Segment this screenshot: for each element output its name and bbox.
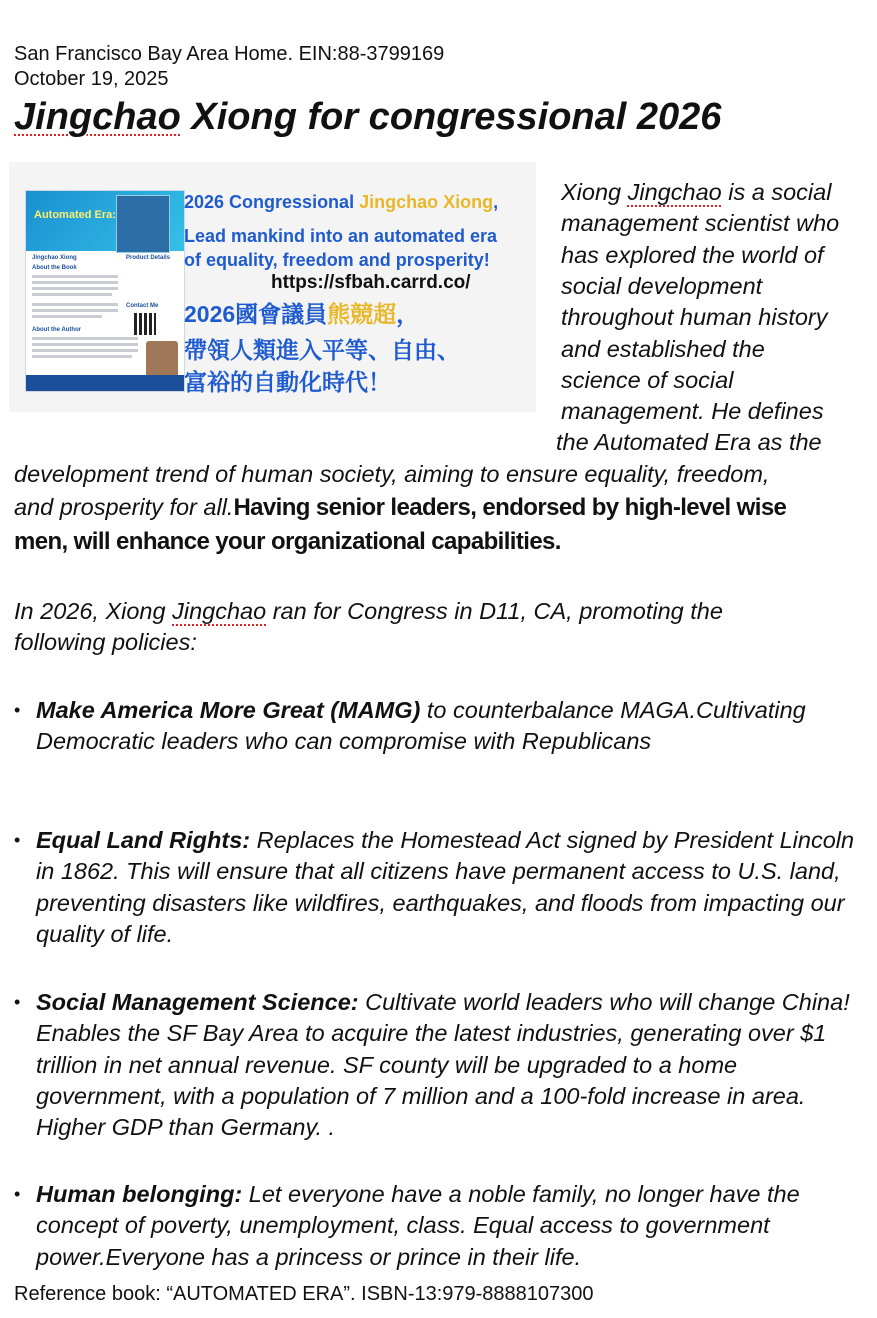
- book-title: Automated Era:: [34, 209, 116, 221]
- flyer-author-label: Jingchao Xiong: [32, 255, 77, 261]
- intro-line-2: management scientist who: [561, 210, 840, 236]
- title-name: Jingchao: [14, 96, 181, 138]
- intro-line-5: throughout human history: [561, 304, 828, 330]
- policy-text: Replaces the Homestead Act signed by President Lincoln in 1862. This will ensure that all citizens have permanent access to U.S. land, preventing disasters like wildfires, earthquakes, and floods from impacting our quality of life.: [36, 827, 855, 947]
- policy-text: Let everyone have a noble family, no longer have the concept of poverty, unemployment, class. Equal access to government power.Everyone has a princess or prince in their life.: [36, 1181, 800, 1270]
- date-line: October 19, 2025: [14, 68, 169, 90]
- qr-code-icon: [134, 313, 156, 335]
- intro-line-1: Xiong Jingchao is a social: [561, 179, 832, 205]
- flyer-en-line3: of equality, freedom and prosperity!: [184, 250, 490, 270]
- intro-line-9: the Automated Era as the: [556, 429, 822, 455]
- book-cube-icon: [116, 195, 170, 253]
- policy-text: to counterbalance MAGA.Cultivating Democratic leaders who can compromise with Republicans: [36, 697, 806, 755]
- bullet-icon: •: [14, 700, 21, 720]
- page-title: [14, 94, 721, 140]
- bullet-icon: •: [14, 1184, 21, 1204]
- campaign-paragraph: In 2026, Xiong Jingchao ran for Congress in D11, CA, promoting the following policies:: [14, 598, 723, 656]
- flyer-en-line2: Lead mankind into an automated era: [184, 226, 498, 246]
- policy-label: Equal Land Rights:: [36, 827, 251, 853]
- flyer-url: https://sfbah.carrd.co/: [271, 272, 471, 293]
- intro-line-8: management. He defines: [561, 398, 824, 424]
- author-photo: [146, 341, 178, 377]
- endorsement-text: Having senior leaders, endorsed by high-level wise: [233, 494, 787, 521]
- flyer-zh-line3: 富裕的自動化時代！: [184, 369, 391, 395]
- flyer-zh-line2: 帶領人類進入平等、自由、: [184, 337, 460, 363]
- flyer-about-author: About the Author: [32, 327, 82, 333]
- book-cover: [25, 190, 185, 392]
- flyer-zh-line1: 2026國會議員熊競超，: [184, 301, 420, 327]
- intro-line-11: and prosperity for all.Having senior leaders, endorsed by high-level wise: [14, 494, 787, 521]
- bullet-icon: •: [14, 830, 21, 850]
- intro-line-6: and established the: [561, 336, 765, 362]
- flyer-about-book: About the Book: [32, 265, 77, 271]
- policy-label: Human belonging:: [36, 1181, 243, 1207]
- flyer-en-line1: 2026 Congressional Jingchao Xiong,: [184, 192, 499, 212]
- intro-line-4: social development: [561, 273, 763, 299]
- policy-label: Make America More Great (MAMG): [36, 697, 421, 723]
- title-rest: Xiong for congressional 2026: [180, 96, 722, 138]
- header: [14, 42, 444, 92]
- policy-text: Cultivate world leaders who will change China! Enables the SF Bay Area to acquire the latest industries, generating over $1 trillion in net annual revenue. SF county will be upgraded to a home government, with a population of 7 million and a 100-fold increase in area. Higher GDP than Germany. .: [36, 989, 850, 1141]
- reference-line: Reference book: “AUTOMATED ERA”. ISBN-13:979-8888107300: [14, 1283, 594, 1305]
- org-line: San Francisco Bay Area Home. EIN:88-3799169: [14, 43, 445, 65]
- intro-line-3: has explored the world of: [561, 242, 824, 268]
- policy-label: Social Management Science:: [36, 989, 359, 1015]
- endorsement-text-2: men, will enhance your organizational capabilities.: [14, 528, 561, 555]
- intro-line-7: science of social: [561, 367, 734, 393]
- flyer-product-details: Product Details: [126, 255, 171, 261]
- bullet-icon: •: [14, 992, 21, 1012]
- flyer-contact: Contact Me: [126, 303, 159, 309]
- campaign-flyer-image: [9, 162, 536, 412]
- intro-line-10: development trend of human society, aiming to ensure equality, freedom,: [14, 461, 770, 487]
